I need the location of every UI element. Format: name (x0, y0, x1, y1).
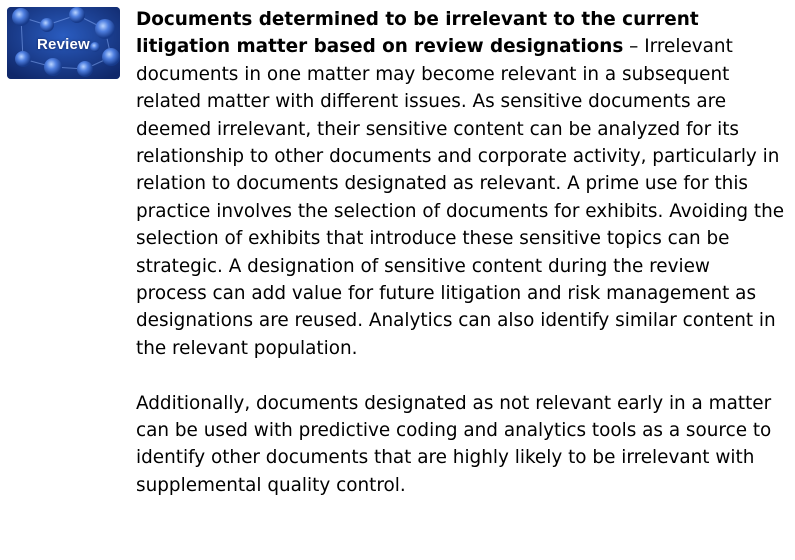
paragraph-1 (136, 6, 786, 362)
review-tile (7, 7, 120, 79)
review-label: Review (37, 36, 90, 53)
lead-dash: – (623, 36, 645, 58)
paragraph-2: Additionally, documents designated as not relevant early in a matter can be used with predictive coding and analytics tools as a source to identify other documents that are highly likely to be irrelevant with supplemental quality control. (136, 392, 772, 496)
document-text (136, 6, 786, 499)
paragraph-1-body: Irrelevant documents in one matter may become relevant in a subsequent related matter with different issues. As sensitive documents are deemed irrelevant, their sensitive content can be analyzed for its relationship to other documents and corporate activity, particularly in relation to documents designated as relevant. A prime use for this practice involves the selection of documents for exhibits. Avoiding the selection of exhibits that introduce these sensitive topics can be strategic. A designation of sensitive content during the review process can add value for future litigation and risk management as designations are reused. Analytics can also identify similar content in the relevant population. (136, 36, 785, 359)
lead-heading: Documents determined to be irrelevant to the current litigation matter based on review designations (136, 9, 699, 58)
